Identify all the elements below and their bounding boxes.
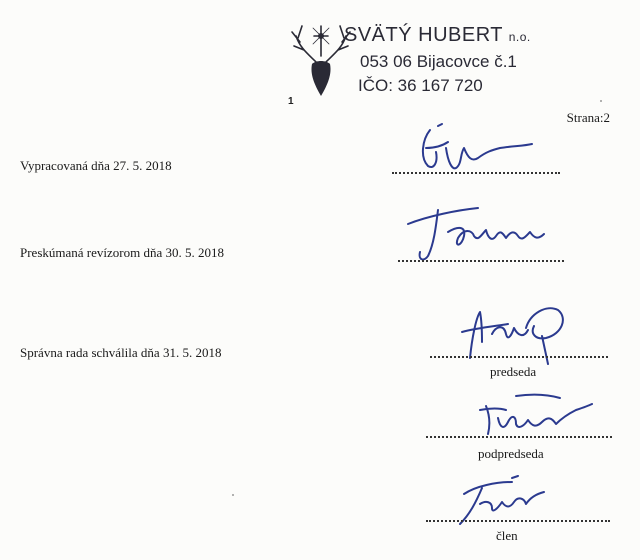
scan-speck [232, 494, 234, 496]
approved-date-text: Správna rada schválila dňa 31. 5. 2018 [20, 345, 222, 360]
stamp-address: 053 06 Bijacovce č.1 [360, 52, 517, 71]
signature-line-2 [398, 250, 564, 262]
organization-stamp [286, 18, 531, 110]
stamp-number: 1 [288, 96, 294, 107]
stamp-org-name [344, 24, 531, 47]
role-vice-chair-label: podpredseda [478, 446, 544, 461]
stamp-org-name-text: SVÄTÝ HUBERT [344, 24, 503, 46]
signature-line-3 [430, 346, 608, 358]
reviewed-date-text: Preskúmaná revízorom dňa 30. 5. 2018 [20, 245, 224, 260]
prepared-date-text: Vypracovaná dňa 27. 5. 2018 [20, 158, 172, 173]
signature-line-1 [392, 162, 560, 174]
signature-3 [456, 298, 576, 370]
stamp-org-suffix: n.o. [508, 30, 531, 44]
signature-line-5 [426, 510, 610, 522]
role-member-label: člen [496, 528, 518, 543]
role-chair-label: predseda [490, 364, 537, 379]
scan-speck [600, 100, 602, 102]
stamp-ico: IČO: 36 167 720 [358, 76, 483, 95]
page-number: Strana:2 [566, 110, 610, 125]
signature-line-4 [426, 426, 612, 438]
